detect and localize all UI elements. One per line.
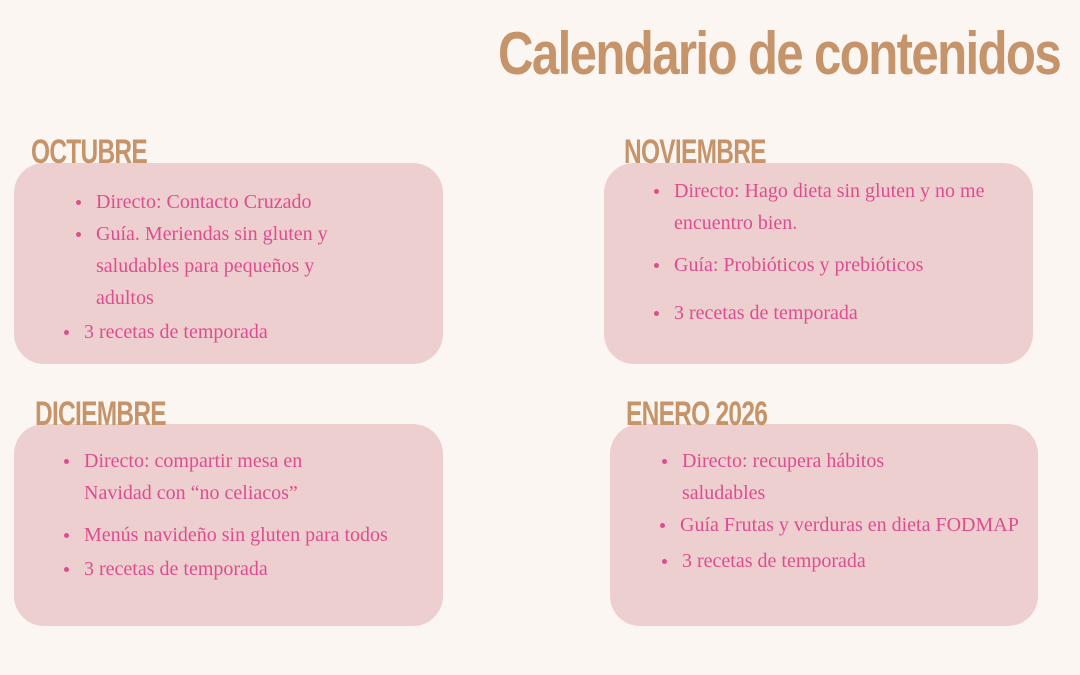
list-item: Guía. Meriendas sin gluten y saludables para pequeños y adultos [74,218,362,314]
list-item: Menús navideño sin gluten para todos [62,519,432,551]
list-item: 3 recetas de temporada [652,297,1012,329]
list-item: Guía: Probióticos y prebióticos [652,249,1012,281]
month-heading-octubre: OCTUBRE [31,133,147,171]
month-heading-diciembre: DICIEMBRE [35,395,166,433]
month-card-noviembre [604,163,1033,364]
list-item: Directo: recupera hábitos saludables [660,445,1020,509]
month-heading-noviembre: NOVIEMBRE [624,133,766,171]
month-card-octubre [14,163,443,364]
list-item: Directo: Contacto Cruzado [74,186,362,218]
list-item: Directo: Hago dieta sin gluten y no me encuentro bien. [652,175,1012,239]
list-item: 3 recetas de temporada [62,316,442,348]
list-item: 3 recetas de temporada [62,553,432,585]
month-card-enero-2026 [610,424,1038,626]
page-title: Calendario de contenidos [498,20,1061,87]
month-heading-enero-2026: ENERO 2026 [626,395,768,433]
content-list [660,445,1020,577]
content-list [62,186,362,348]
list-item: Guía Frutas y verduras en dieta FODMAP [658,509,1020,541]
list-item: 3 recetas de temporada [660,545,1020,577]
content-list [652,175,1012,329]
content-list [62,445,432,585]
month-card-diciembre [14,424,443,626]
list-item: Directo: compartir mesa en Navidad con “no celiacos” [62,445,432,509]
